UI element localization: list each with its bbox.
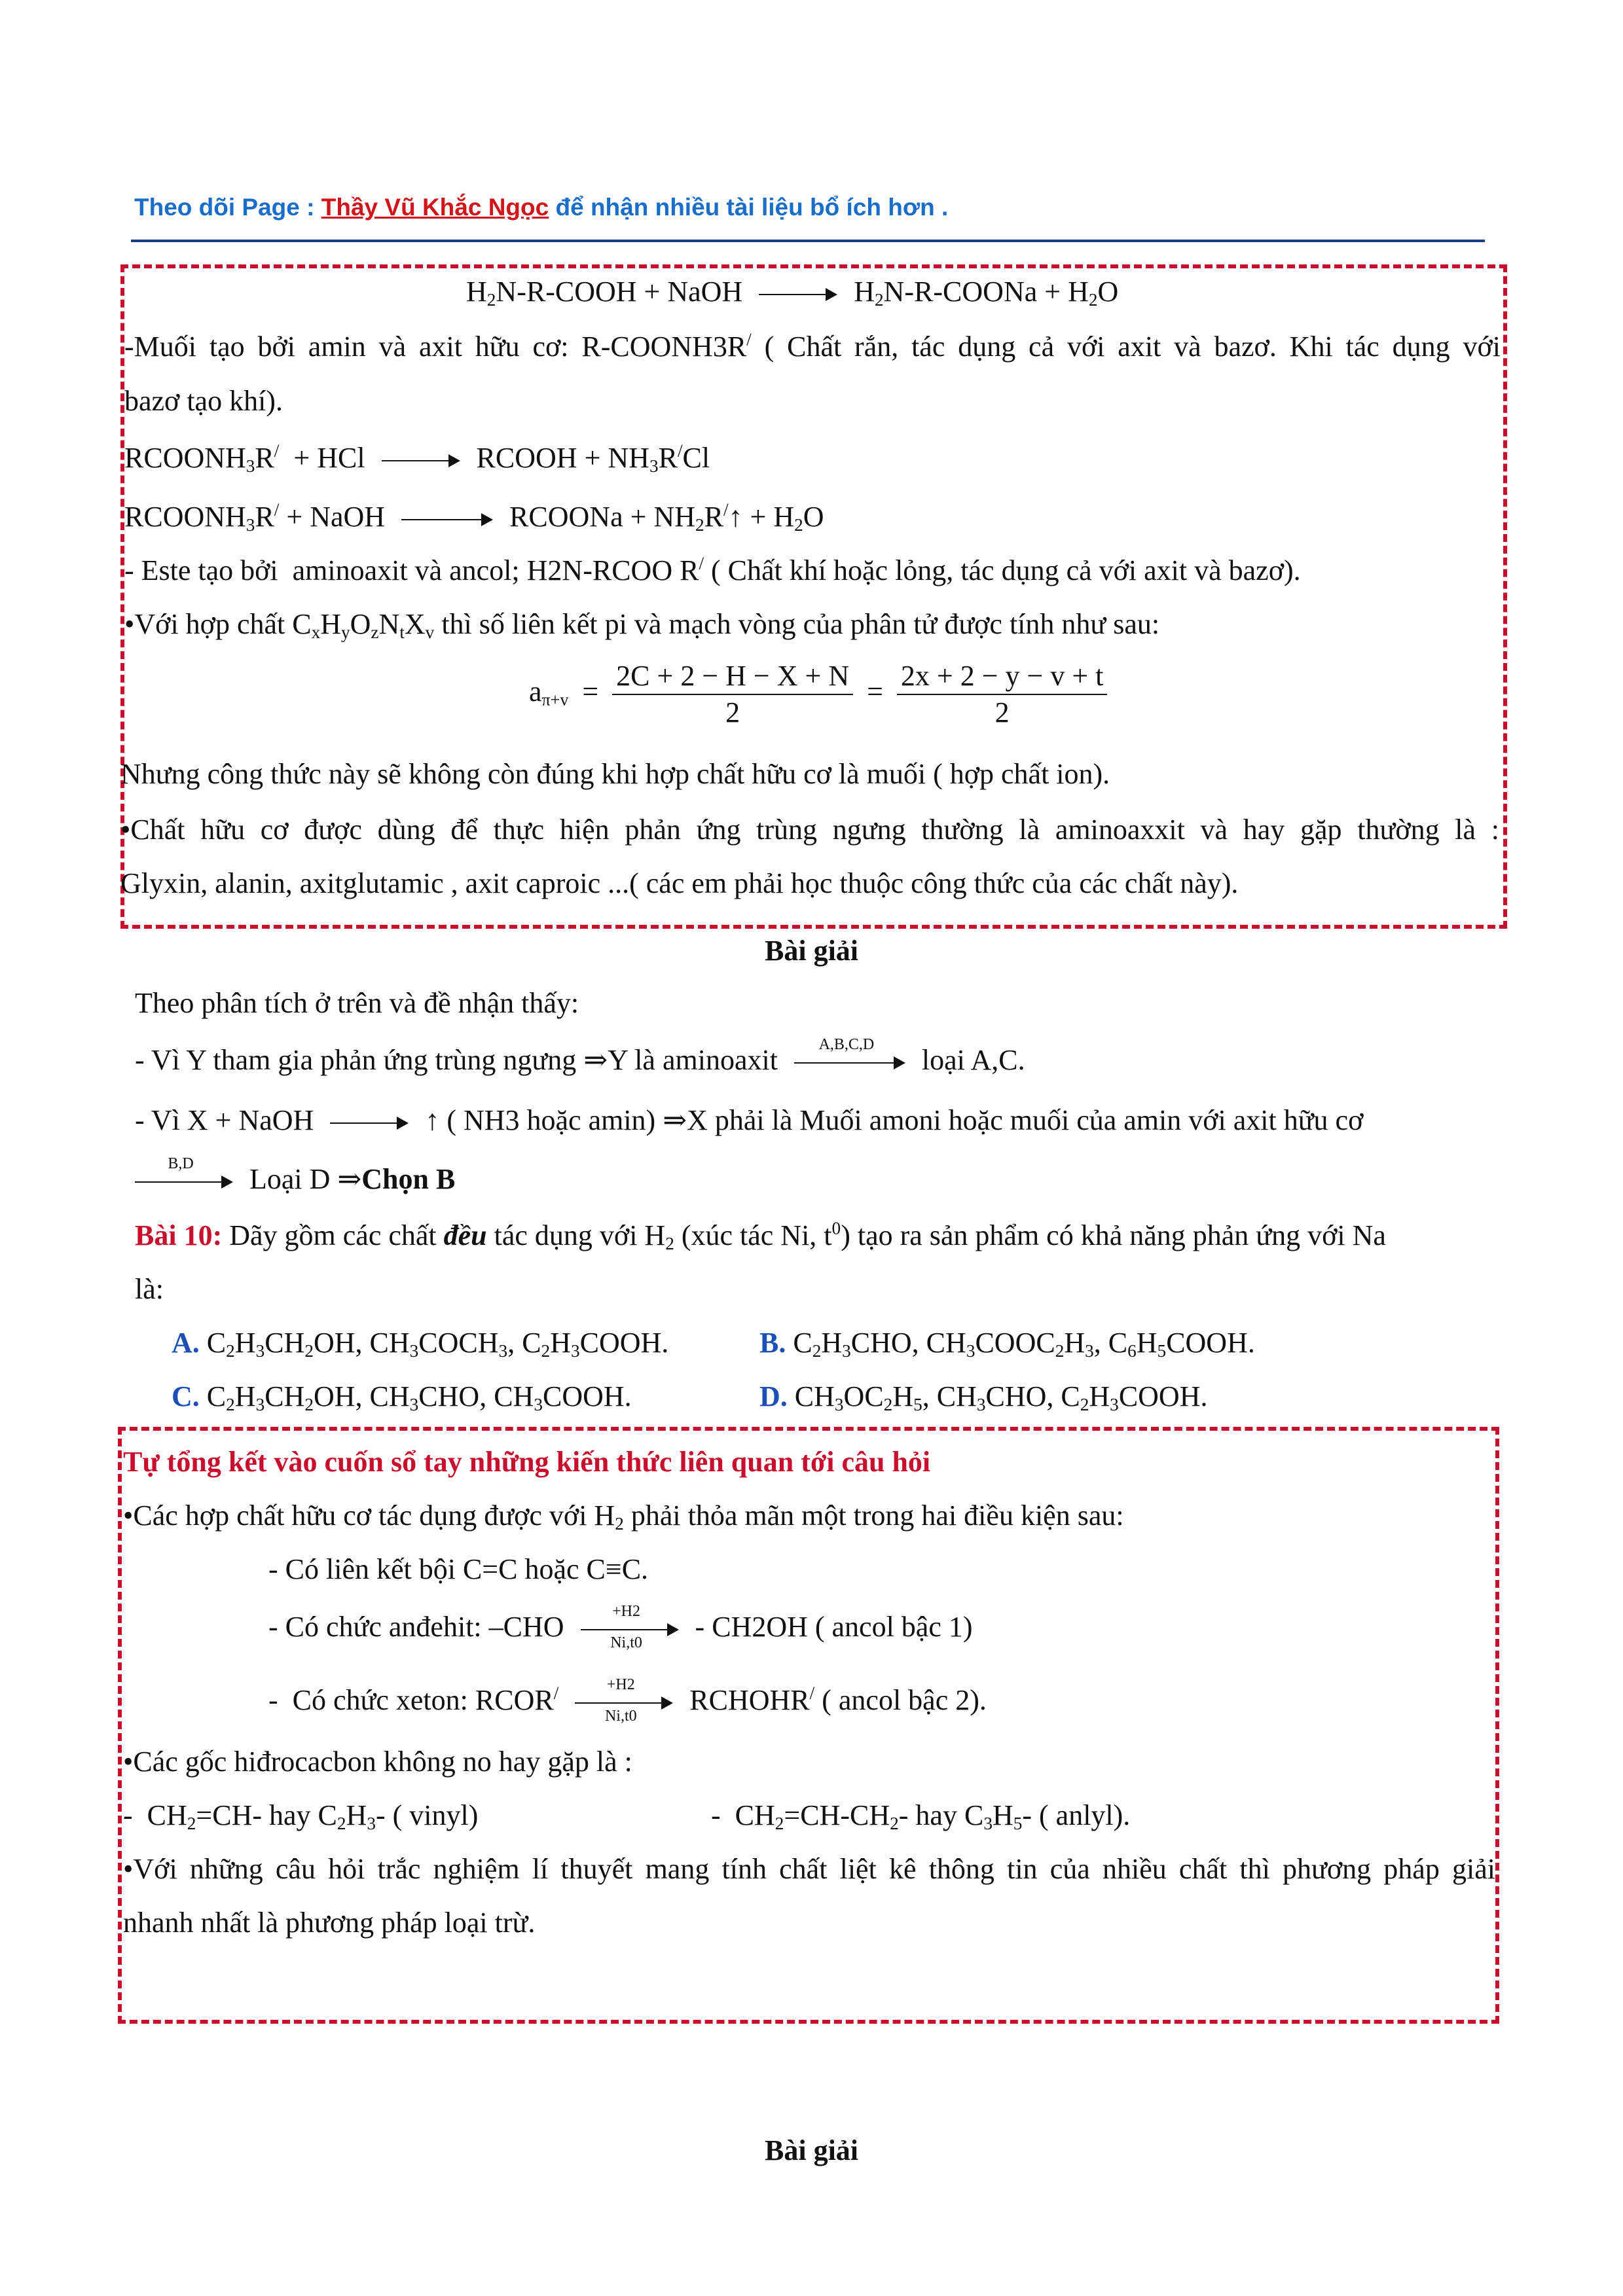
- chat-huu-co-line-1: •Chất hữu cơ được dùng để thực hiện phản ứng trùng ngưng thường là aminoaxxit và hay gặp thường là :: [120, 814, 1499, 846]
- equation-3: $RCOONH_3R^/$ + NaOH RCOONa + $NH_2R^/↑ + H_2O$: [124, 499, 824, 535]
- question-10-cont: là:: [135, 1273, 164, 1305]
- header-suffix: để nhận nhiều tài liệu bổ ích hơn .: [549, 194, 949, 221]
- solution-heading-2: Bài giải: [765, 2134, 859, 2166]
- summary-title: Tự tổng kết vào cuốn sổ tay những kiến thức liên quan tới câu hỏi: [123, 1446, 931, 1478]
- nhung-line: Nhưng công thức này sẽ không còn đúng khi hợp chất hữu cơ là muối ( hợp chất ion).: [120, 758, 1110, 790]
- summary-line-8: nhanh nhất là phương pháp loại trừ.: [123, 1907, 536, 1939]
- pi-formula: $a_{\pi+v}$ = $\frac{2C + 2 - H - X + N}{2}$ = $\frac{2x + 2 - y - v + t}{2}$: [529, 658, 1107, 730]
- page-header: [134, 194, 948, 221]
- este-line: - Este tạo bởi aminoaxit và ancol; H2N-RCOO R/ ( Chất khí hoặc lỏng, tác dụng cả với axit và bazơ).: [124, 553, 1301, 586]
- arrow-icon: $\frac{+H2}{Ni,t0}$: [581, 1620, 679, 1640]
- arrow-icon: [759, 285, 837, 304]
- solution-heading-1: Bài giải: [765, 935, 859, 967]
- option-d[interactable]: D. $CH_3OC_2H_5$, $CH_3CHO$, $C_2H_3COOH$.: [759, 1380, 1208, 1414]
- arrow-icon: A,B,C,D: [794, 1053, 905, 1073]
- option-c[interactable]: C. $C_2H_3CH_2OH$, $CH_3CHO$, $CH_3COOH$.: [172, 1380, 632, 1414]
- voi-hop-chat-line: •Với hợp chất $C_xH_yO_zN_tX_v$ thì số liên kết pi và mạch vòng của phân tử được tính như sau:: [124, 608, 1160, 642]
- arrow-icon: [330, 1113, 409, 1133]
- solution-line-4: B,D Loại D ⇒Chọn B: [135, 1161, 455, 1198]
- summary-line-4: - Có chức xeton: RCOR/ $\frac{+H2}{Ni,t0}$ RCHOHR/ ( ancol bậc 2).: [268, 1676, 987, 1725]
- formula-fraction-2: $\frac{2x + 2 - y - v + t}{2}$: [897, 658, 1107, 730]
- header-prefix: Theo dõi Page :: [134, 194, 321, 221]
- summary-line-2: - Có liên kết bội C=C hoặc C≡C.: [268, 1553, 649, 1585]
- solution-line-3: - Vì X + NaOH ↑ ( NH3 hoặc amin) ⇒X phải là Muối amoni hoặc muối của amin với axit hữu cơ: [135, 1104, 1364, 1136]
- header-divider: [131, 240, 1485, 242]
- arrow-icon: B,D: [135, 1172, 233, 1192]
- formula-fraction-1: $\frac{2C + 2 - H - X + N}{2}$: [612, 658, 853, 730]
- solution-line-1: Theo phân tích ở trên và đề nhận thấy:: [135, 987, 579, 1019]
- arrow-icon: [401, 510, 493, 529]
- summary-line-3: - Có chức anđehit: –CHO $\frac{+H2}{Ni,t0}$ - CH2OH ( ancol bậc 1): [268, 1602, 973, 1651]
- summary-line-6a: - $CH_2=CH-$ hay $C_2H_3-$ ( vinyl): [123, 1799, 479, 1833]
- question-10: Bài 10: Dãy gồm các chất đều tác dụng với $H_2$ (xúc tác Ni, $t^0$) tạo ra sản phẩm có khả năng phản ứng với Na: [135, 1218, 1386, 1253]
- muoi-line-2: bazơ tạo khí).: [124, 385, 283, 417]
- equation-2: $RCOONH_3R^/$ + HCl RCOOH + $NH_3R^/Cl$: [124, 440, 710, 476]
- option-a[interactable]: A. $C_2H_3CH_2OH$, $CH_3COCH_3$, $C_2H_3COOH$.: [172, 1327, 669, 1361]
- arrow-icon: [382, 451, 460, 471]
- chat-huu-co-line-2: Glyxin, alanin, axitglutamic , axit caproic ...( các em phải học thuộc công thức của các chất này).: [120, 867, 1239, 899]
- solution-line-2: - Vì Y tham gia phản ứng trùng ngưng ⇒Y là aminoaxit A,B,C,D loại A,C.: [135, 1035, 1025, 1076]
- muoi-line-1: -Muối tạo bởi amin và axit hữu cơ: R-COONH3R/ ( Chất rắn, tác dụng cả với axit và bazơ. Khi tác dụng với: [124, 329, 1501, 363]
- summary-line-1: •Các hợp chất hữu cơ tác dụng được với $H_2$ phải thỏa mãn một trong hai điều kiện sau:: [123, 1499, 1124, 1534]
- summary-line-7: •Với những câu hỏi trắc nghiệm lí thuyết mang tính chất liệt kê thông tin của nhiều chất thì phương pháp giải: [123, 1853, 1495, 1885]
- question-label: Bài 10:: [135, 1219, 223, 1251]
- page-link[interactable]: Thầy Vũ Khắc Ngọc: [321, 194, 549, 221]
- summary-line-5: •Các gốc hiđrocacbon không no hay gặp là :: [123, 1746, 632, 1778]
- option-b[interactable]: B. $C_2H_3CHO$, $CH_3COOC_2H_3$, $C_6H_5COOH$.: [759, 1327, 1255, 1361]
- equation-1: $H_2N-R$-COOH + NaOH $H_2N-R$-COONa + $H_2O$: [466, 276, 1119, 310]
- summary-line-6b: - $CH_2=CH-CH_2-$ hay $C_3H_5-$ ( anlyl).: [711, 1799, 1131, 1833]
- arrow-icon: $\frac{+H2}{Ni,t0}$: [575, 1693, 673, 1713]
